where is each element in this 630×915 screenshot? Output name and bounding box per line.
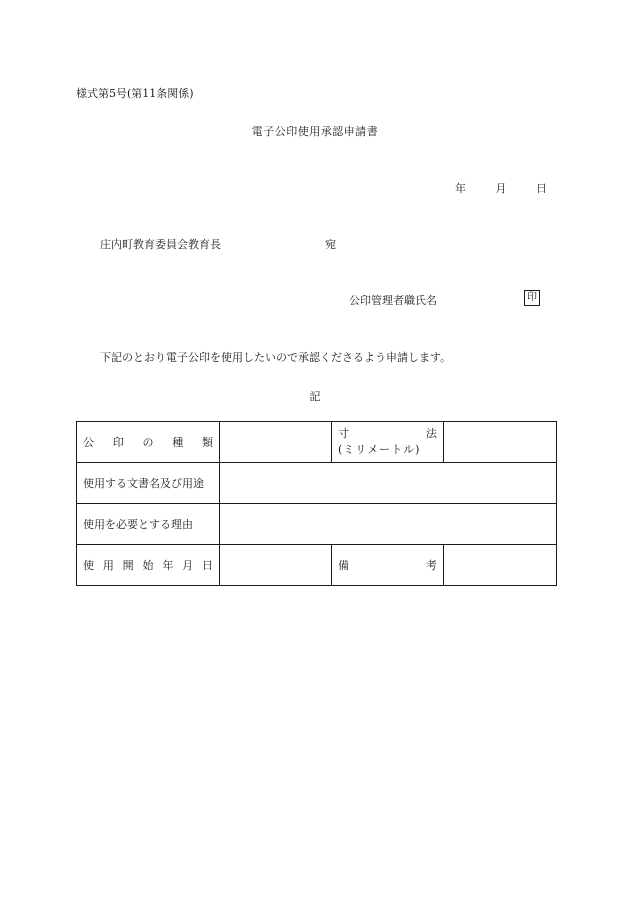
reason-value-cell[interactable] — [220, 504, 557, 545]
start-date-label — [83, 557, 213, 573]
document-name-value-cell[interactable] — [220, 463, 557, 504]
start-date-value-cell[interactable] — [220, 545, 332, 586]
document-title: 電子公印使用承認申請書 — [251, 125, 379, 138]
reason-label: 使用を必要とする理由 — [83, 518, 193, 531]
table-row-document-name — [77, 463, 557, 504]
dimension-char: 法 — [426, 427, 437, 440]
remarks-char: 備 — [338, 559, 349, 572]
start-date-char: 始 — [142, 559, 154, 572]
seal-type-label-cell — [77, 422, 220, 463]
ki-heading: 記 — [309, 390, 321, 403]
start-date-char: 年 — [162, 559, 174, 572]
dimension-label-cell — [332, 422, 444, 463]
start-date-char: 月 — [182, 559, 194, 572]
form-number: 様式第5号(第11条関係) — [76, 87, 194, 100]
dimension-label — [338, 426, 437, 442]
seal-type-char: 公 — [83, 436, 94, 449]
start-date-char: 日 — [201, 559, 213, 572]
detail-table — [76, 421, 557, 586]
table-row-seal-type — [77, 422, 557, 463]
remarks-value-cell[interactable] — [444, 545, 557, 586]
table-row-start-date — [77, 545, 557, 586]
document-name-label: 使用する文書名及び用途 — [83, 477, 204, 490]
date-day-label: 日 — [536, 182, 547, 195]
dimension-unit-label: (ミリメートル) — [338, 443, 421, 456]
start-date-label-cell — [77, 545, 220, 586]
date-year-label: 年 — [455, 182, 466, 195]
date-month-label: 月 — [495, 182, 507, 195]
application-statement: 下記のとおり電子公印を使用したいので承認くださるよう申請します。 — [100, 351, 452, 364]
seal-type-char: の — [142, 436, 154, 449]
seal-type-char: 印 — [112, 436, 124, 449]
seal-type-label — [83, 434, 213, 450]
seal-mark-icon: 印 — [524, 290, 540, 306]
dimension-char: 寸 — [338, 427, 349, 440]
seal-type-char: 類 — [202, 436, 213, 449]
document-name-label-cell — [77, 463, 220, 504]
seal-type-char: 種 — [172, 436, 184, 449]
start-date-char: 開 — [122, 559, 134, 572]
dimension-value-cell[interactable] — [444, 422, 557, 463]
table-row-reason — [77, 504, 557, 545]
start-date-char: 使 — [83, 559, 94, 572]
manager-name-label: 公印管理者職氏名 — [349, 294, 437, 307]
remarks-char: 考 — [426, 559, 437, 572]
remarks-label — [338, 557, 437, 573]
addressee: 庄内町教育委員会教育長 — [100, 238, 221, 251]
addressee-suffix: 宛 — [325, 238, 336, 251]
seal-type-value-cell[interactable] — [220, 422, 332, 463]
reason-label-cell — [77, 504, 220, 545]
start-date-char: 用 — [102, 559, 114, 572]
remarks-label-cell — [332, 545, 444, 586]
date-line — [455, 180, 547, 196]
